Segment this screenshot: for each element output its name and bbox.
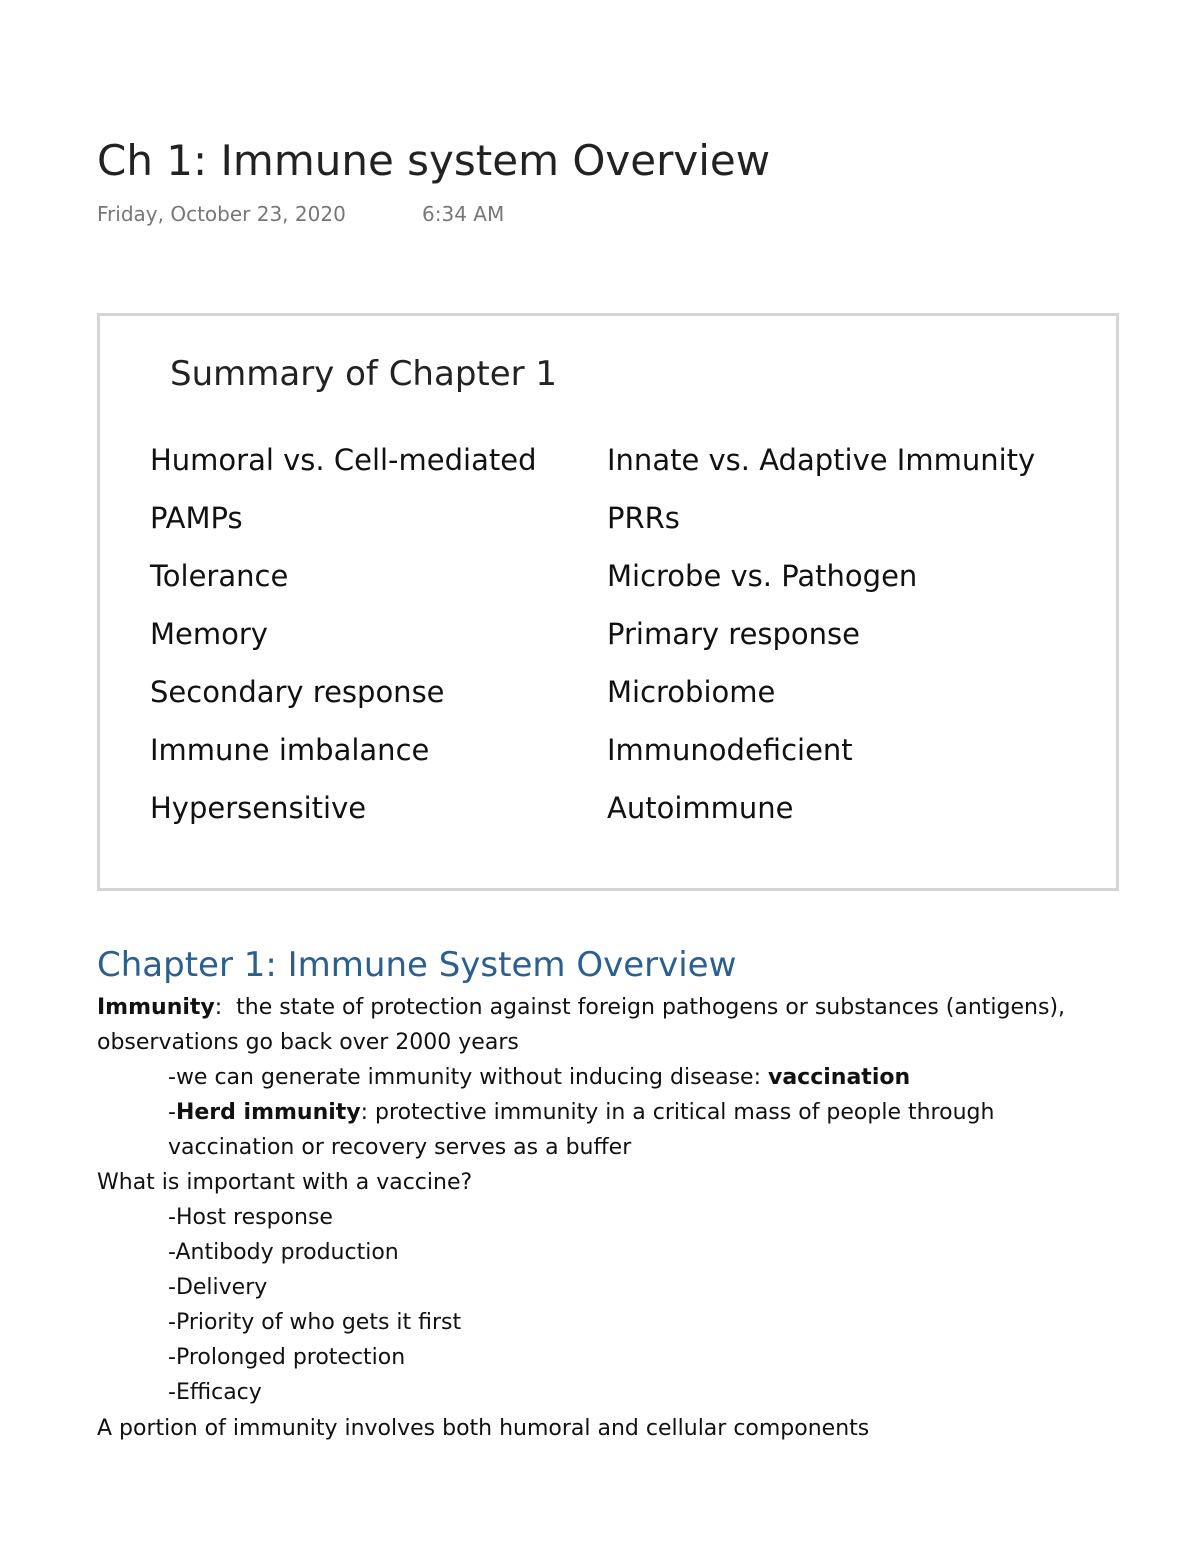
herd-immunity-definition: : protective immunity in a critical mass of people through [360,1100,995,1125]
vaccine-point: -Prolonged protection [168,1345,406,1370]
summary-item-left: Secondary response [150,675,445,709]
summary-item-left: Memory [150,617,268,651]
summary-item-right: PRRs [607,501,680,535]
vaccine-point: -Efficacy [168,1380,262,1405]
vaccine-point: -Delivery [168,1275,268,1300]
summary-item-right: Immunodeficient [607,733,853,767]
summary-title: Summary of Chapter 1 [170,354,558,394]
herd-dash: - [168,1100,176,1125]
summary-item-left: Tolerance [150,559,289,593]
summary-item-right: Microbe vs. Pathogen [607,559,918,593]
vaccination-term: vaccination [767,1065,911,1090]
immunity-term: Immunity [97,995,215,1020]
summary-item-left: Immune imbalance [150,733,430,767]
cutoff-line: A portion of immunity involves both humoral and cellular components [97,1416,870,1440]
vaccine-question: What is important with a vaccine? [97,1170,473,1195]
immunity-definition-cont: observations go back over 2000 years [97,1030,519,1055]
immunity-definition [97,993,1065,1023]
page-time: 6:34 AM [422,202,505,226]
summary-item-left: Humoral vs. Cell-mediated [150,443,537,477]
summary-item-right: Autoimmune [607,791,794,825]
herd-immunity-term: Herd immunity [175,1100,361,1125]
herd-immunity-line [168,1098,994,1128]
page-title: Ch 1: Immune system Overview [97,136,771,185]
vaccination-prefix: -we can generate immunity without inducing disease: [168,1065,768,1090]
summary-item-left: Hypersensitive [150,791,367,825]
section-heading: Chapter 1: Immune System Overview [97,945,737,985]
herd-immunity-cont: vaccination or recovery serves as a buffer [168,1135,632,1160]
vaccine-point: -Host response [168,1205,333,1230]
immunity-colon: : [214,995,223,1020]
summary-item-right: Innate vs. Adaptive Immunity [607,443,1036,477]
summary-item-right: Microbiome [607,675,776,709]
summary-item-left: PAMPs [150,501,243,535]
vaccine-point: -Antibody production [168,1240,399,1265]
vaccine-point: -Priority of who gets it first [168,1310,462,1335]
page-date: Friday, October 23, 2020 [97,202,346,226]
summary-item-right: Primary response [607,617,860,651]
immunity-definition-text: the state of protection against foreign pathogens or substances (antigens), [222,995,1066,1020]
page-cutoff [0,1410,1200,1440]
summary-slide [97,313,1119,891]
vaccination-line [168,1063,910,1093]
